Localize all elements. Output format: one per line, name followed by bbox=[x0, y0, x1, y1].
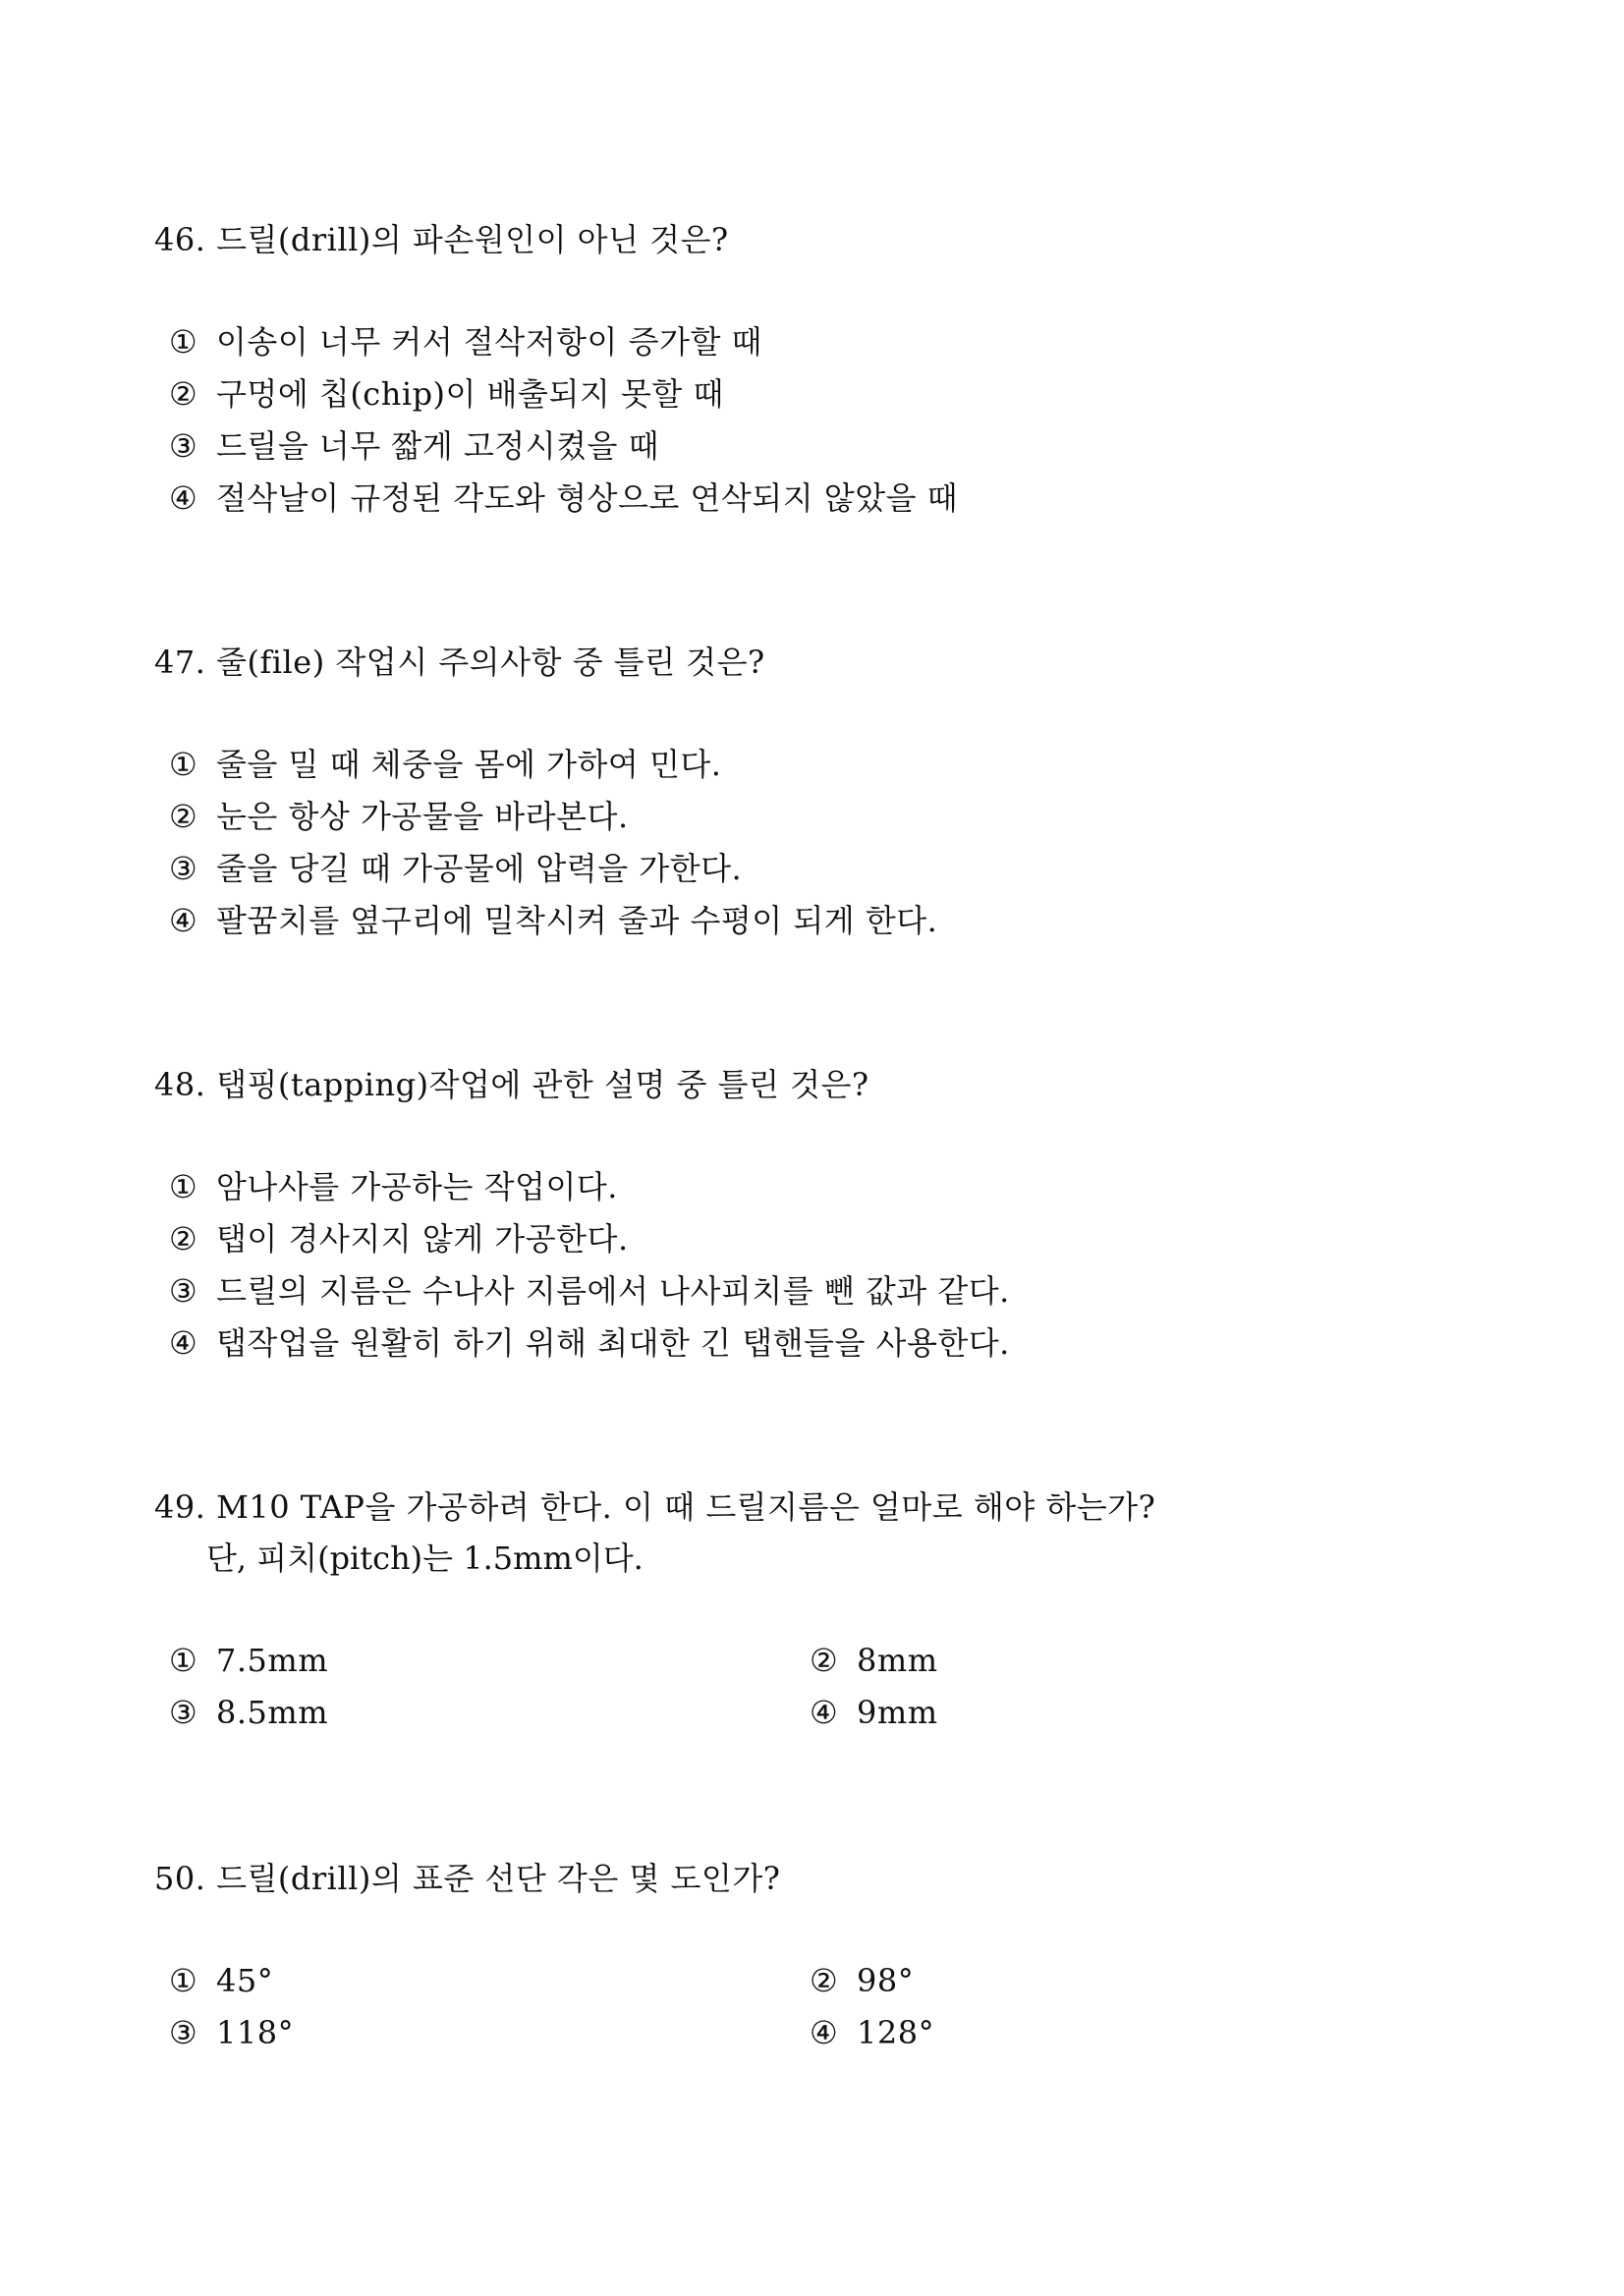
choice-4 bbox=[810, 2007, 1399, 2059]
choice-1 bbox=[169, 1955, 810, 2007]
choice-number: ② bbox=[169, 798, 198, 835]
question-number: 46. bbox=[154, 221, 206, 258]
choice-text: 팔꿈치를 옆구리에 밀착시켜 줄과 수평이 되게 한다. bbox=[216, 902, 938, 939]
choice-text: 탭작업을 원활히 하기 위해 최대한 긴 탭핸들을 사용한다. bbox=[216, 1324, 1010, 1362]
choice-1 bbox=[169, 739, 1510, 791]
choice-grid bbox=[154, 1955, 1510, 2059]
question-48 bbox=[154, 1059, 1510, 1370]
choice-3 bbox=[169, 420, 1510, 473]
question-body: 탭핑(tapping)작업에 관한 설명 중 틀린 것은? bbox=[216, 1066, 869, 1103]
choice-2 bbox=[810, 1635, 1399, 1687]
choice-text: 구멍에 칩(chip)이 배출되지 못할 때 bbox=[216, 375, 724, 413]
choice-text: 줄을 밀 때 체중을 몸에 가하여 민다. bbox=[216, 746, 722, 783]
choice-number: ④ bbox=[169, 479, 198, 517]
choice-4 bbox=[169, 473, 1510, 525]
choice-1 bbox=[169, 1161, 1510, 1213]
choice-number: ④ bbox=[810, 2014, 839, 2051]
choice-number: ① bbox=[169, 1962, 198, 1999]
choice-list bbox=[154, 1161, 1510, 1370]
question-body: 줄(file) 작업시 주의사항 중 틀린 것은? bbox=[216, 644, 765, 681]
choice-text: 118° bbox=[216, 2014, 295, 2051]
question-body: 드릴(drill)의 파손원인이 아닌 것은? bbox=[216, 221, 729, 258]
choice-2 bbox=[810, 1955, 1399, 2007]
choice-number: ① bbox=[169, 746, 198, 783]
question-text bbox=[154, 1059, 1510, 1110]
choice-3 bbox=[169, 1687, 810, 1739]
choice-number: ③ bbox=[169, 2014, 198, 2051]
choice-3 bbox=[169, 843, 1510, 895]
question-text bbox=[154, 214, 1510, 265]
choice-2 bbox=[169, 1213, 1510, 1265]
choice-number: ② bbox=[169, 375, 198, 413]
choice-number: ② bbox=[169, 1220, 198, 1258]
choice-number: ① bbox=[169, 1642, 198, 1679]
choice-number: ③ bbox=[169, 1272, 198, 1310]
choice-text: 이송이 너무 커서 절삭저항이 증가할 때 bbox=[216, 323, 762, 361]
choice-list bbox=[154, 316, 1510, 525]
choice-text: 드릴의 지름은 수나사 지름에서 나사피치를 뺀 값과 같다. bbox=[216, 1272, 1010, 1310]
choice-1 bbox=[169, 316, 1510, 368]
choice-4 bbox=[169, 895, 1510, 947]
choice-number: ③ bbox=[169, 850, 198, 887]
question-text bbox=[154, 637, 1510, 688]
choice-3 bbox=[169, 1265, 1510, 1317]
choice-4 bbox=[810, 1687, 1399, 1739]
choice-2 bbox=[169, 791, 1510, 843]
question-body: 드릴(drill)의 표준 선단 각은 몇 도인가? bbox=[216, 1860, 781, 1897]
question-46 bbox=[154, 214, 1510, 525]
choice-text: 눈은 항상 가공물을 바라본다. bbox=[216, 798, 629, 835]
question-50 bbox=[154, 1853, 1510, 2059]
choice-number: ② bbox=[810, 1962, 839, 1999]
question-number: 49. bbox=[154, 1488, 206, 1526]
choice-number: ① bbox=[169, 1168, 198, 1205]
question-text bbox=[154, 1482, 1510, 1533]
choice-number: ④ bbox=[169, 902, 198, 939]
choice-text: 8.5mm bbox=[216, 1694, 329, 1731]
question-continuation: 단, 피치(pitch)는 1.5mm이다. bbox=[206, 1540, 644, 1577]
choice-text: 7.5mm bbox=[216, 1642, 329, 1679]
choice-text: 9mm bbox=[857, 1694, 938, 1731]
choice-1 bbox=[169, 1635, 810, 1687]
choice-number: ① bbox=[169, 323, 198, 361]
choice-list bbox=[154, 739, 1510, 947]
choice-text: 암나사를 가공하는 작업이다. bbox=[216, 1168, 618, 1205]
choice-text: 줄을 당길 때 가공물에 압력을 가한다. bbox=[216, 850, 743, 887]
question-number: 48. bbox=[154, 1066, 206, 1103]
question-number: 47. bbox=[154, 644, 206, 681]
choice-4 bbox=[169, 1317, 1510, 1370]
choice-number: ④ bbox=[169, 1324, 198, 1362]
choice-text: 탭이 경사지지 않게 가공한다. bbox=[216, 1220, 629, 1258]
choice-text: 8mm bbox=[857, 1642, 938, 1679]
question-49 bbox=[154, 1482, 1510, 1739]
choice-number: ③ bbox=[169, 427, 198, 465]
choice-number: ④ bbox=[810, 1694, 839, 1731]
question-number: 50. bbox=[154, 1860, 206, 1897]
choice-text: 드릴을 너무 짧게 고정시켰을 때 bbox=[216, 427, 660, 465]
question-47 bbox=[154, 637, 1510, 947]
choice-3 bbox=[169, 2007, 810, 2059]
choice-text: 절삭날이 규정된 각도와 형상으로 연삭되지 않았을 때 bbox=[216, 479, 959, 517]
choice-number: ③ bbox=[169, 1694, 198, 1731]
choice-grid bbox=[154, 1635, 1510, 1739]
choice-number: ② bbox=[810, 1642, 839, 1679]
choice-text: 128° bbox=[857, 2014, 935, 2051]
question-text bbox=[154, 1853, 1510, 1904]
choice-text: 45° bbox=[216, 1962, 274, 1999]
choice-text: 98° bbox=[857, 1962, 915, 1999]
choice-2 bbox=[169, 368, 1510, 420]
question-body: M10 TAP을 가공하려 한다. 이 때 드릴지름은 얼마로 해야 하는가? bbox=[216, 1488, 1156, 1526]
